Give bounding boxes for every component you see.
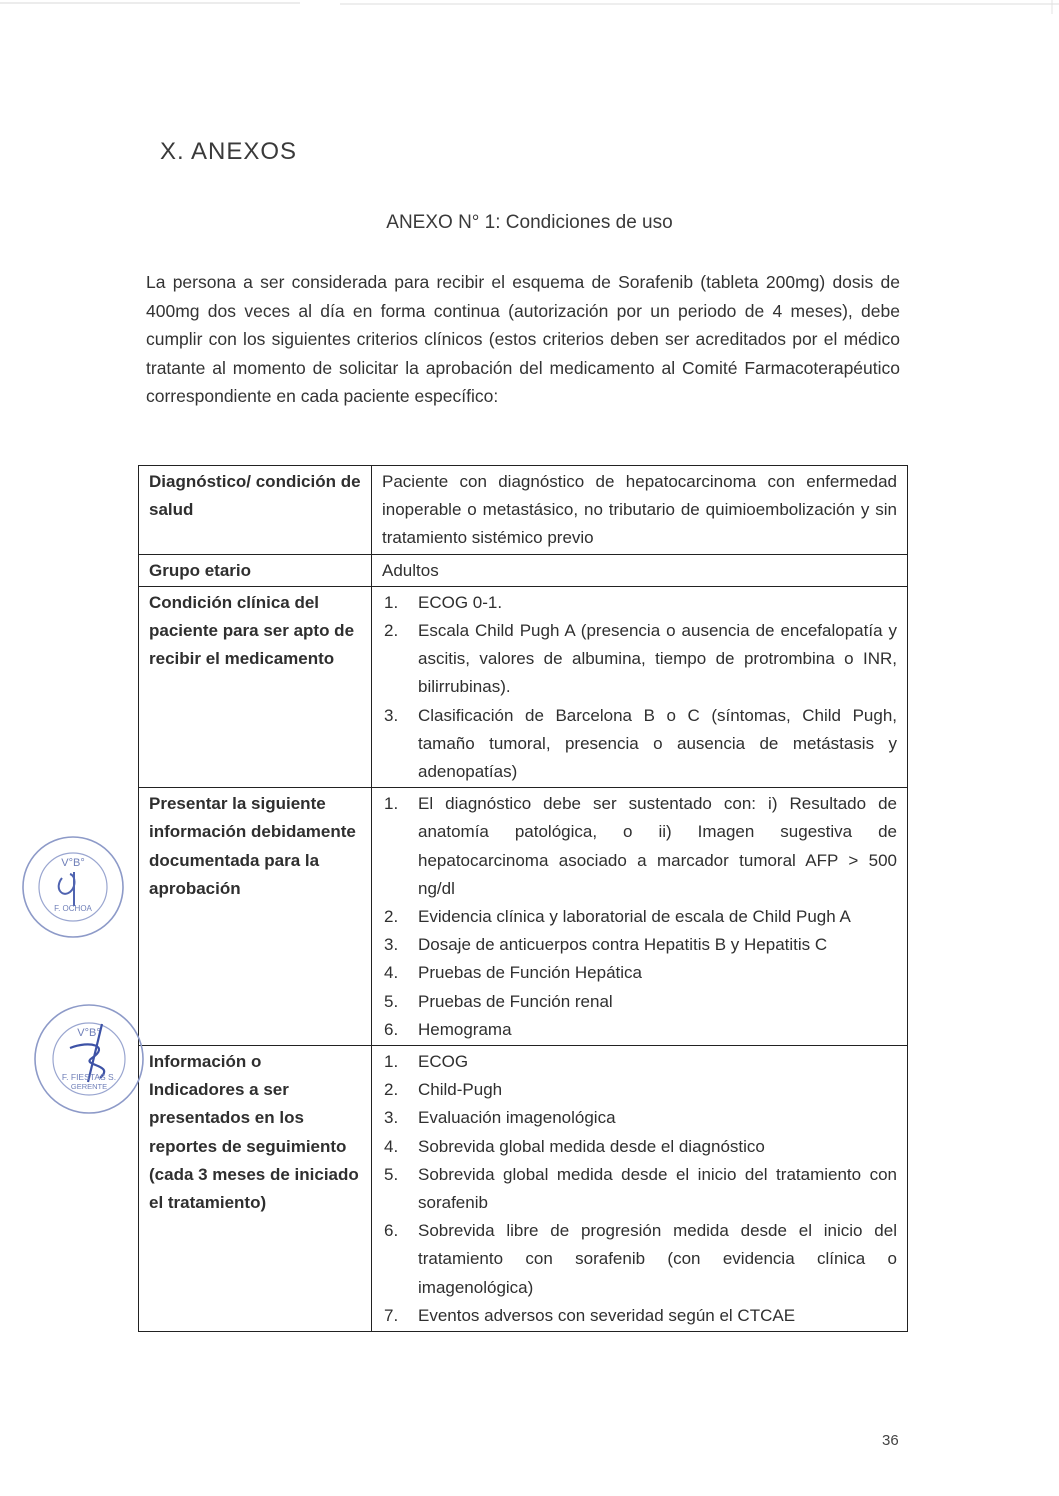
list-item: 7. Eventos adversos con severidad según el CTCAE <box>382 1302 897 1330</box>
list-item: 1. El diagnóstico debe ser sustentado con: i) Resultado de anatomía patológica, o ii) Imagen sugestiva de hepatocarcinoma asociado a marcador tumoral AFP > 500 ng/dl <box>382 790 897 903</box>
list-item: 4. Sobrevida global medida desde el diagnóstico <box>382 1133 897 1161</box>
list-item: 6. Sobrevida libre de progresión medida desde el inicio del tratamiento con sorafenib (con evidencia clínica o imagenológica) <box>382 1217 897 1302</box>
scan-artifacts <box>0 0 1059 14</box>
annex-title: ANEXO N° 1: Condiciones de uso <box>386 212 673 233</box>
row-label: Condición clínica del paciente para ser apto de recibir el medicamento <box>139 586 372 787</box>
list-item: 3. Clasificación de Barcelona B o C (síntomas, Child Pugh, tamaño tumoral, presencia o ausencia de metástasis y adenopatías) <box>382 702 897 787</box>
row-value: Paciente con diagnóstico de hepatocarcinoma con enfermedad inoperable o metastásico, no tributario de quimioembolización y sin tratamiento sistémico previo <box>372 466 908 555</box>
table-row <box>139 554 908 586</box>
row-label: Grupo etario <box>139 554 372 586</box>
row-value <box>372 788 908 1046</box>
list-item: 3. Evaluación imagenológica <box>382 1104 897 1132</box>
section-title: X. ANEXOS <box>160 138 298 165</box>
table-row <box>139 1046 908 1332</box>
page-number: 36 <box>882 1432 899 1449</box>
intro-paragraph: La persona a ser considerada para recibir el esquema de Sorafenib (tableta 200mg) dosis de 400mg dos veces al día en forma continua (autorización por un periodo de 4 meses), debe cumplir con los siguientes criterios clínicos (estos criterios deben ser acreditados por el médico tratante al momento de solicitar la aprobación del medicamento al Comité Farmacoterapéutico correspondiente en cada paciente específico: <box>146 272 900 407</box>
list-item: 2. Evidencia clínica y laboratorial de escala de Child Pugh A <box>382 903 897 931</box>
list-item: 6. Hemograma <box>382 1016 897 1044</box>
table-row <box>139 586 908 787</box>
manager-stamp-icon <box>30 1000 148 1118</box>
stamp-label: V°B° <box>77 1027 101 1039</box>
stamp-role: GERENTE <box>70 1082 108 1091</box>
row-label: Presentar la siguiente información debidamente documentada para la aprobación <box>139 788 372 1046</box>
list-item: 4. Pruebas de Función Hepática <box>382 959 897 987</box>
list-item: 5. Sobrevida global medida desde el inicio del tratamiento con sorafenib <box>382 1161 897 1217</box>
list-item: 2. Escala Child Pugh A (presencia o ausencia de encefalopatía y ascitis, valores de albumina, tiempo de protrombina o INR, bilirrubinas). <box>382 617 897 702</box>
table-row <box>139 788 908 1046</box>
list-item: 3. Dosaje de anticuerpos contra Hepatitis B y Hepatitis C <box>382 931 897 959</box>
row-label: Información o Indicadores a ser presentados en los reportes de seguimiento (cada 3 meses de iniciado el tratamiento) <box>139 1046 372 1332</box>
clinical-list <box>382 589 897 786</box>
docs-list <box>382 790 897 1044</box>
row-value: Adultos <box>372 554 908 586</box>
table-row <box>139 466 908 555</box>
row-value <box>372 1046 908 1332</box>
stamp-name: F. FIESTAS S. <box>61 1072 117 1082</box>
stamp-name: F. OCHOA <box>54 904 92 913</box>
followup-list <box>382 1048 897 1330</box>
list-item: 2. Child-Pugh <box>382 1076 897 1104</box>
list-item: 5. Pruebas de Función renal <box>382 988 897 1016</box>
row-label: Diagnóstico/ condición de salud <box>139 466 372 555</box>
list-item: 1. ECOG 0-1. <box>382 589 897 617</box>
stamp-label: V°B° <box>61 857 85 869</box>
approval-stamp-icon <box>18 832 128 942</box>
row-value <box>372 586 908 787</box>
criteria-table <box>138 465 908 1332</box>
list-item: 1. ECOG <box>382 1048 897 1076</box>
